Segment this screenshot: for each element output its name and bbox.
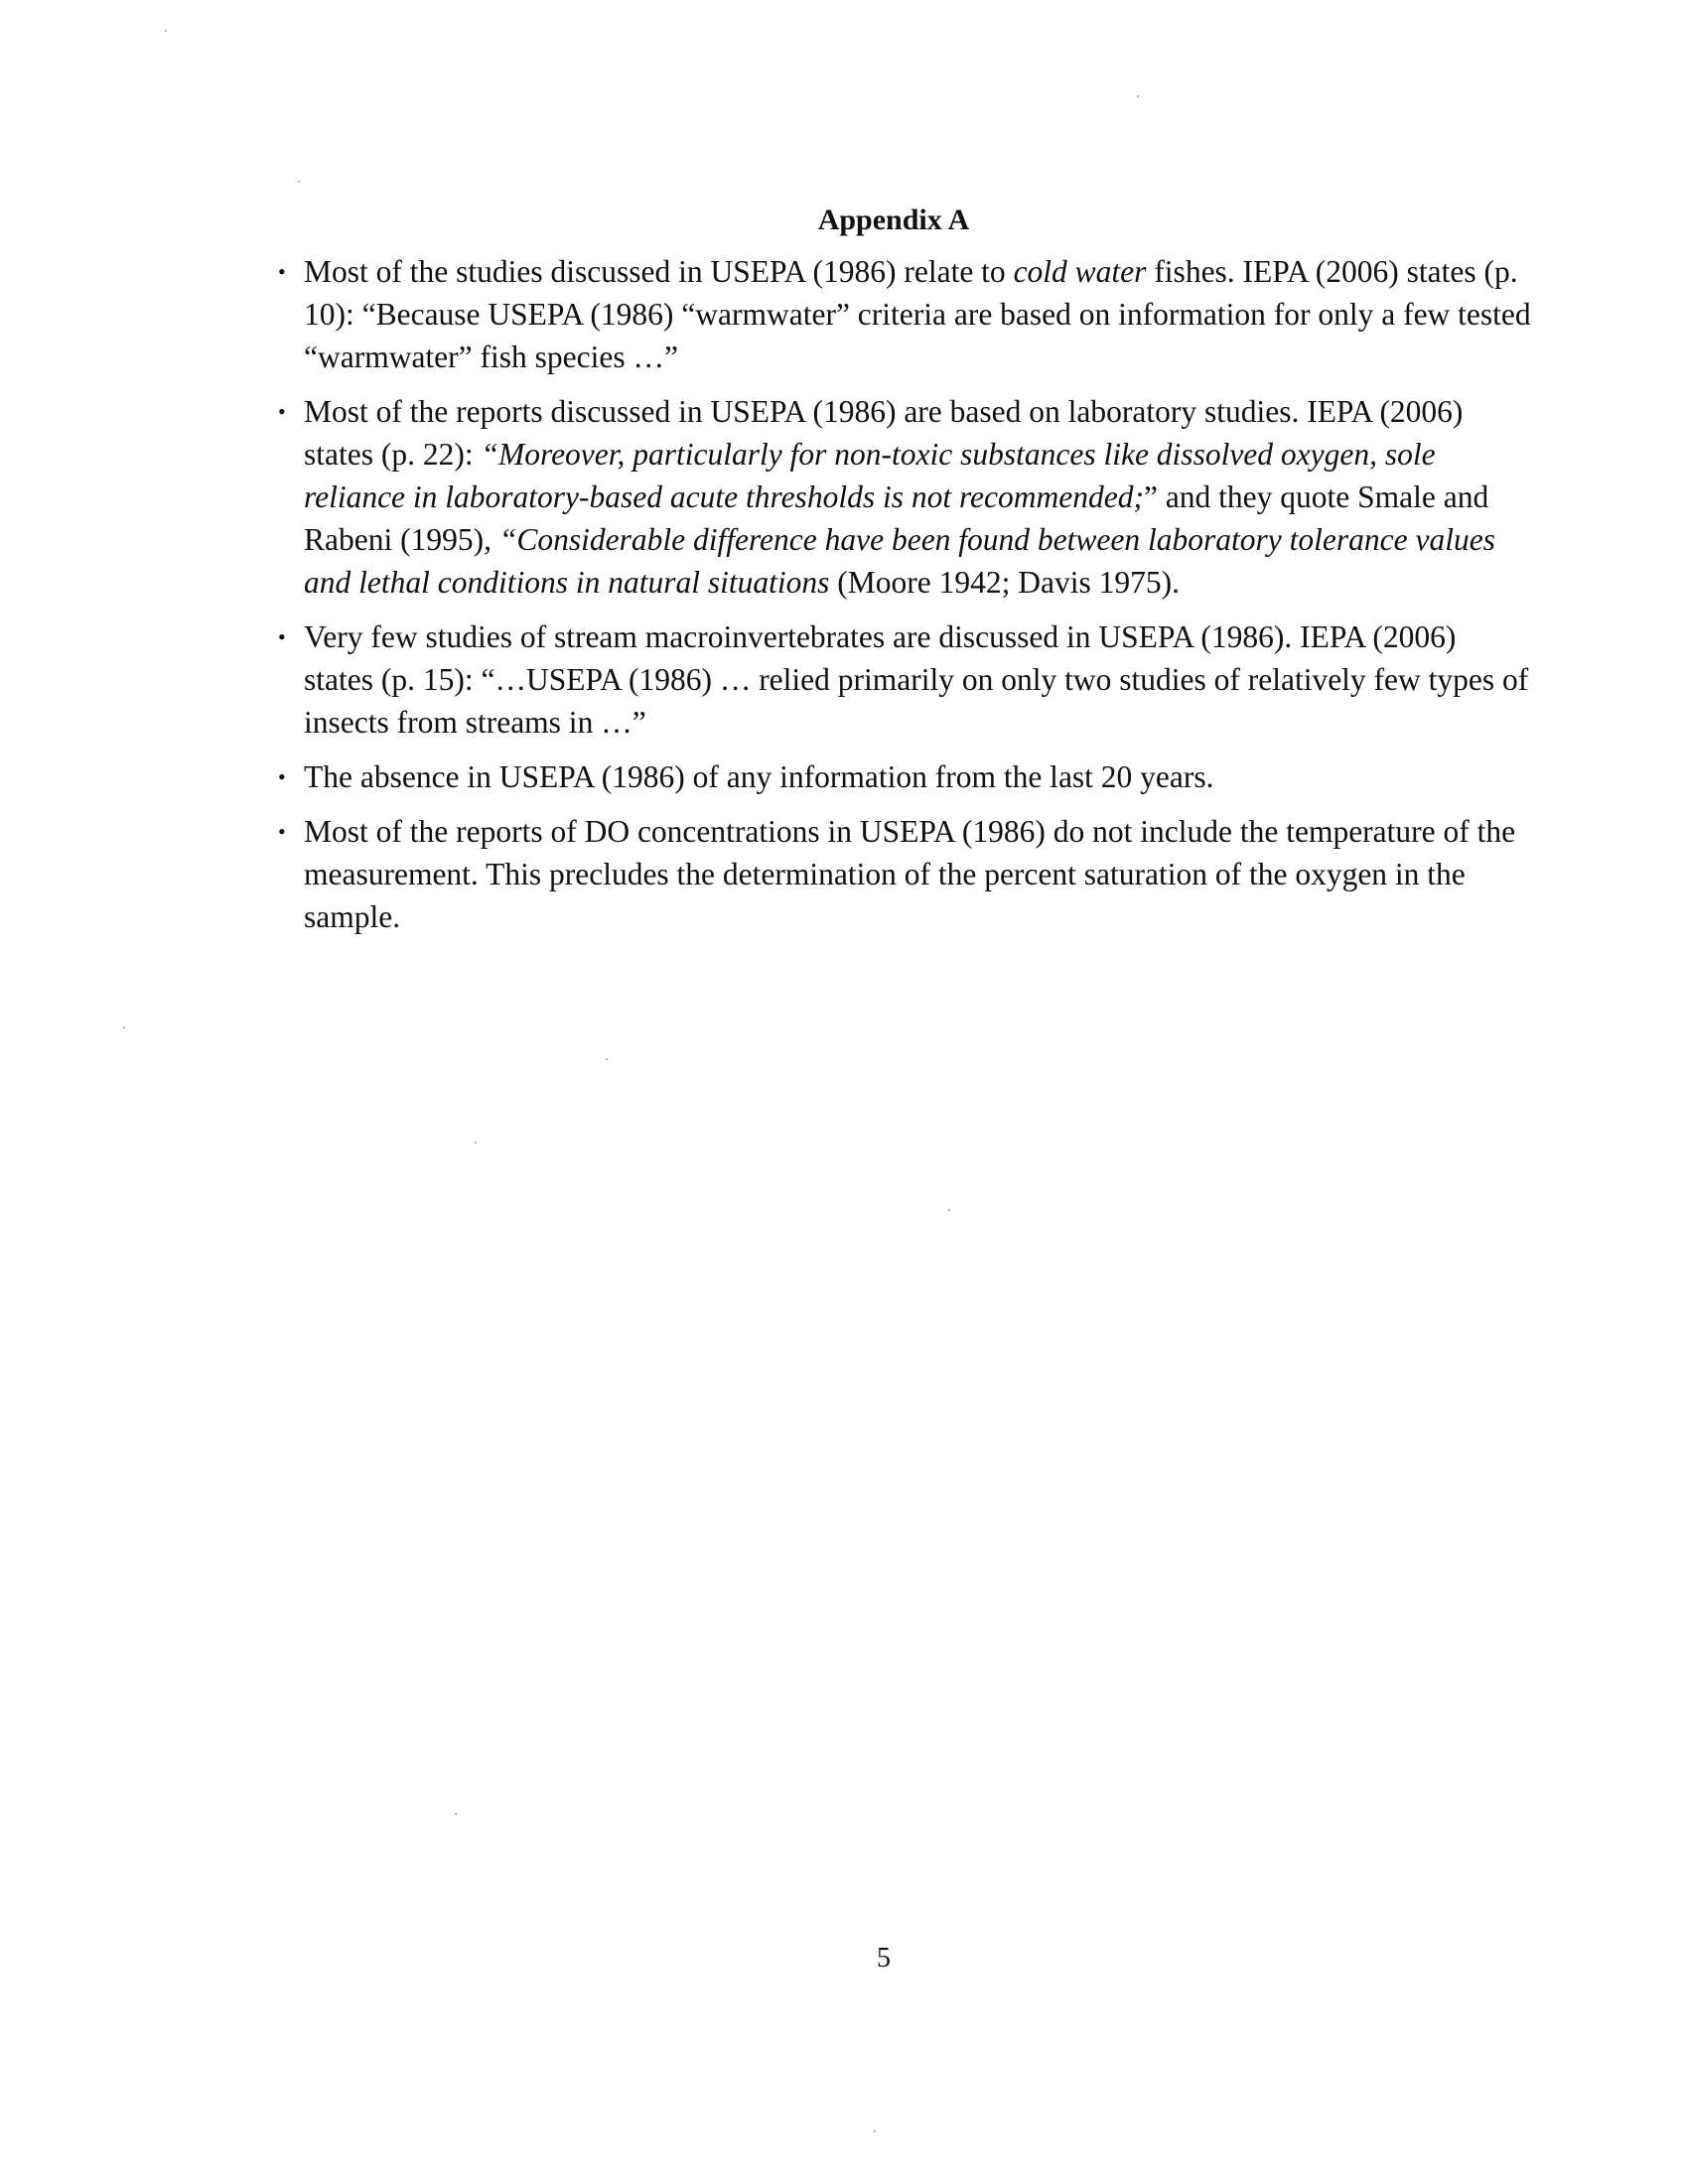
- item-1-text-b: cold water: [1013, 254, 1147, 289]
- scan-speck: [165, 30, 167, 32]
- page-number: 5: [877, 1943, 891, 1974]
- scan-speck: [123, 1026, 125, 1028]
- bullet-list: [272, 250, 1539, 950]
- item-2-text-b: “Moreover, particularly for non-toxic substances like dissolved oxygen, sole reliance in laboratory-based acute thresholds is not recommended;: [304, 437, 1444, 514]
- scan-speck: [298, 181, 300, 183]
- item-2-text-c: ” and they quote Smale and Rabeni (1995),: [304, 479, 1497, 557]
- bullet-item-4: [272, 755, 1533, 798]
- scan-speck: [1137, 95, 1139, 97]
- item-1-text-a: Most of the studies discussed in USEPA (1986) relate to: [304, 254, 1014, 289]
- item-2-text-a: Most of the reports discussed in USEPA (1986) are based on laboratory studies. IEPA (2006) states (p. 22):: [304, 394, 1472, 472]
- scan-speck: [606, 1058, 608, 1060]
- bullet-item-1: [272, 250, 1539, 378]
- bullet-item-3: [272, 615, 1537, 744]
- scan-speck: [948, 1209, 950, 1211]
- item-4-text-a: The absence in USEPA (1986) of any information from the last 20 years.: [304, 759, 1214, 794]
- item-2-text-e: (Moore 1942; Davis 1975).: [829, 565, 1180, 600]
- appendix-title: Appendix A: [817, 204, 970, 236]
- bullet-item-2: [272, 390, 1533, 604]
- scan-speck: [874, 2130, 876, 2132]
- item-2-text-d: “Considerable difference have been found between laboratory tolerance values and lethal conditions in natural situations: [304, 522, 1503, 600]
- item-1-text-c: fishes. IEPA (2006) states (p. 10): “Because USEPA (1986) “warmwater” criteria are based on information for only a few tested “warmwater” fish species …”: [304, 254, 1539, 374]
- scan-speck: [475, 1142, 477, 1144]
- item-5-text-a: Most of the reports of DO concentrations in USEPA (1986) do not include the temperature of the measurement. This precludes the determination of the percent saturation of the oxygen in the sample.: [304, 814, 1523, 934]
- item-3-text-a: Very few studies of stream macroinvertebrates are discussed in USEPA (1986). IEPA (2006) states (p. 15): “…USEPA (1986) … relied primarily on only two studies of relatively few types of insects from streams in …”: [304, 619, 1537, 740]
- bullet-item-5: [272, 810, 1533, 938]
- scan-speck: [455, 1813, 457, 1815]
